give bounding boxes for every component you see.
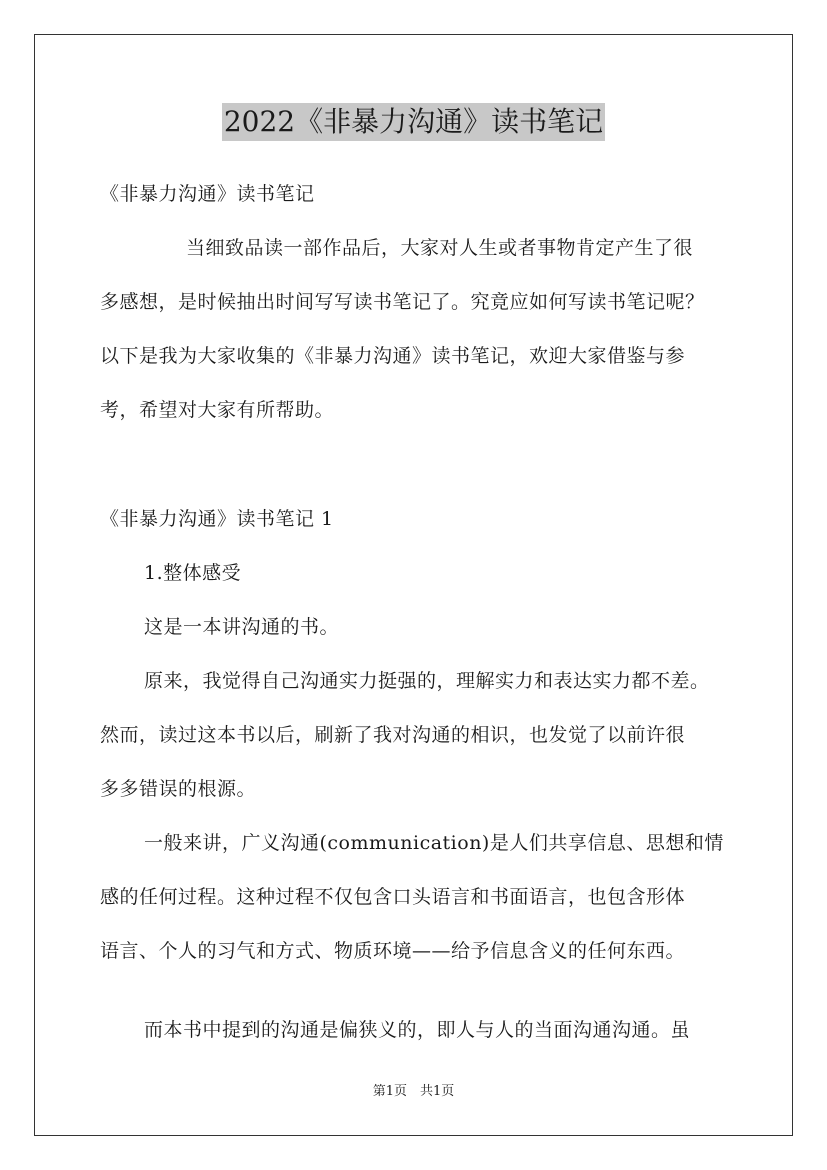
page-number-label: 第1页 共1页: [372, 1084, 455, 1099]
section-heading: 《非暴力沟通》读书笔记 1: [100, 508, 334, 530]
page-footer: [0, 1083, 827, 1101]
sub-heading: 1.整体感受: [144, 562, 242, 584]
document-title: 2022《非暴力沟通》读书笔记: [222, 103, 605, 141]
body-line: 这是一本讲沟通的书。: [144, 616, 340, 638]
body-line: 一般来讲，广义沟通(communication)是人们共享信息、思想和情: [144, 832, 724, 854]
body-line: 原来，我觉得自己沟通实力挺强的，理解实力和表达实力都不差。: [144, 670, 710, 692]
body-line: 语言、个人的习气和方式、物质环境——给予信息含义的任何东西。: [100, 940, 686, 962]
body-line: 感的任何过程。这种过程不仅包含口头语言和书面语言，也包含形体: [100, 886, 686, 908]
intro-line: 考，希望对大家有所帮助。: [100, 399, 335, 421]
intro-line: 以下是我为大家收集的《非暴力沟通》读书笔记，欢迎大家借鉴与参: [100, 345, 686, 367]
document-subtitle: 《非暴力沟通》读书笔记: [100, 183, 315, 205]
intro-line: 当细致品读一部作品后，大家对人生或者事物肯定产生了很: [186, 237, 694, 259]
body-line: 然而，读过这本书以后，刷新了我对沟通的相识，也发觉了以前许很: [100, 724, 686, 746]
body-line: 而本书中提到的沟通是偏狭义的，即人与人的当面沟通沟通。虽: [144, 1019, 691, 1041]
title-container: [0, 103, 827, 141]
intro-line: 多感想，是时候抽出时间写写读书笔记了。究竟应如何写读书笔记呢？: [100, 291, 705, 313]
body-line: 多多错误的根源。: [100, 778, 257, 800]
